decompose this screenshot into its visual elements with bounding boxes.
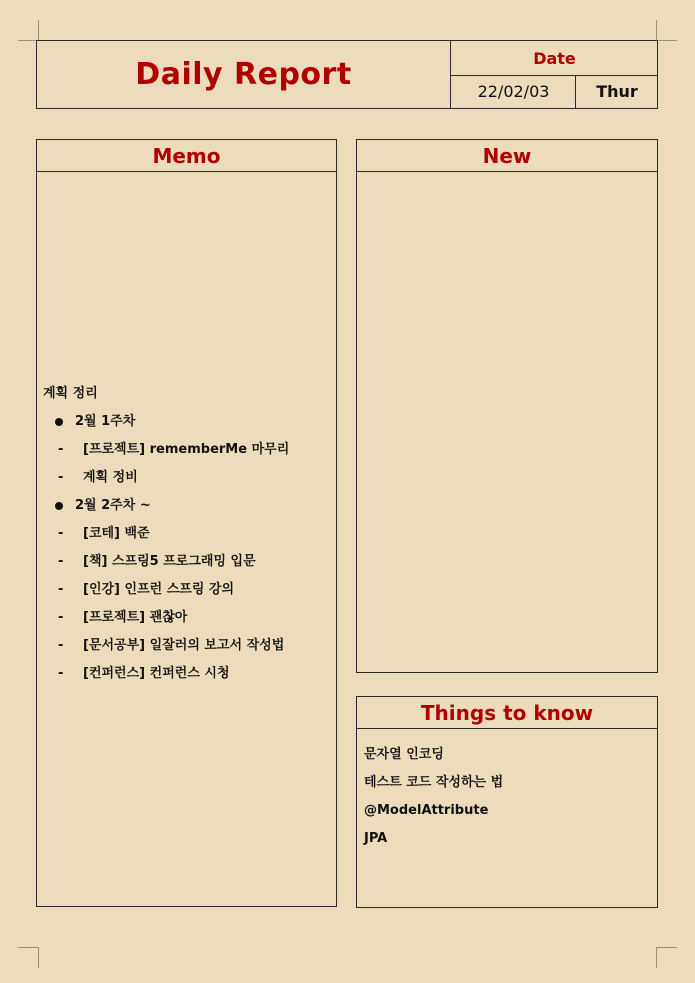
new-heading: New: [357, 140, 657, 172]
memo-dash-item: [43, 468, 332, 496]
memo-dash-item: [43, 524, 332, 552]
things-to-know-item: JPA: [364, 831, 388, 846]
memo-item-text: 2월 2주차 ~: [75, 498, 151, 513]
new-panel: [356, 139, 658, 673]
corner-mark-bottom-right: [656, 947, 677, 968]
dash-mark: -: [58, 526, 64, 541]
memo-item-text: [프로젝트] 괜찮아: [83, 610, 188, 625]
memo-dash-item: [43, 664, 332, 692]
dash-mark: -: [58, 610, 64, 625]
memo-item-text: [프로젝트] rememberMe 마무리: [83, 442, 290, 457]
things-to-know-item: @ModelAttribute: [364, 803, 489, 818]
date-label: Date: [450, 41, 658, 76]
date-value: 22/02/03: [450, 75, 576, 108]
memo-dash-item: [43, 580, 332, 608]
report-header: [36, 40, 658, 109]
things-to-know-panel: [356, 696, 658, 908]
memo-item-text: [인강] 인프런 스프링 강의: [83, 582, 235, 597]
memo-bullet-item: [43, 412, 332, 440]
memo-dash-item: [43, 440, 332, 468]
corner-mark-top-left: [18, 20, 39, 41]
things-to-know-item: 문자열 인코딩: [364, 747, 444, 762]
memo-item-text: 2월 1주차: [75, 414, 136, 429]
memo-content: [43, 384, 332, 692]
memo-item-text: [책] 스프링5 프로그래밍 입문: [83, 554, 256, 569]
memo-panel: [36, 139, 337, 907]
memo-dash-item: [43, 636, 332, 664]
memo-item-text: [코테] 백준: [83, 526, 150, 541]
dash-mark: -: [58, 666, 64, 681]
memo-item-text: 계획 정비: [83, 470, 138, 485]
corner-mark-top-right: [656, 20, 677, 41]
memo-item-text: [문서공부] 일잘러의 보고서 작성법: [83, 638, 285, 653]
memo-heading: Memo: [37, 140, 336, 172]
dash-mark: -: [58, 442, 64, 457]
bullet-dot-icon: [55, 418, 63, 426]
memo-dash-item: [43, 608, 332, 636]
dash-mark: -: [58, 638, 64, 653]
memo-item-text: [컨퍼런스] 컨퍼런스 시청: [83, 666, 230, 681]
dash-mark: -: [58, 554, 64, 569]
bullet-dot-icon: [55, 502, 63, 510]
day-value: Thur: [575, 75, 658, 108]
memo-dash-item: [43, 552, 332, 580]
memo-bullet-item: [43, 496, 332, 524]
corner-mark-bottom-left: [18, 947, 39, 968]
things-to-know-list: [364, 745, 503, 857]
dash-mark: -: [58, 582, 64, 597]
page-title: Daily Report: [135, 57, 352, 92]
things-to-know-heading: Things to know: [357, 697, 657, 729]
things-to-know-item: 테스트 코드 작성하는 법: [364, 775, 504, 790]
dash-mark: -: [58, 470, 64, 485]
memo-section-title: 계획 정리: [43, 386, 98, 401]
